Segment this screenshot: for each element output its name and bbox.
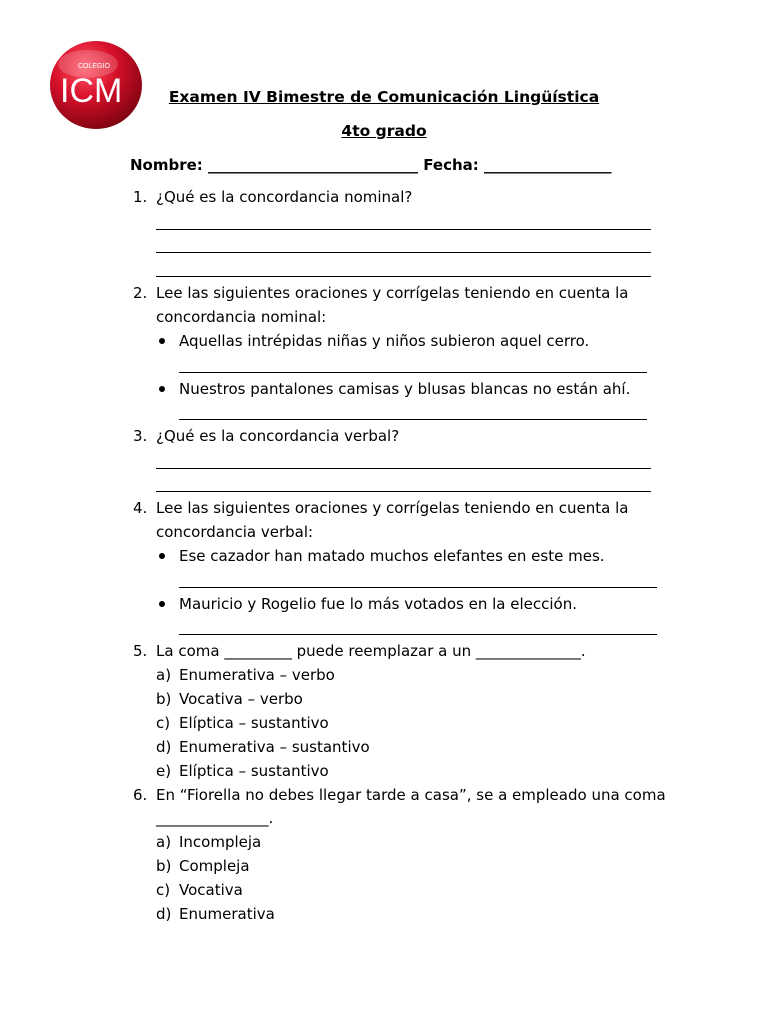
option-letter: c) xyxy=(156,714,171,732)
option-text: Vocativa – verbo xyxy=(179,690,303,708)
question-6-text-line2: _______________. xyxy=(156,809,274,827)
option-letter: e) xyxy=(156,762,172,780)
question-2-item-1: Aquellas intrépidas niñas y niños subieron aquel cerro. xyxy=(179,332,590,350)
question-6-number: 6. xyxy=(133,786,148,804)
logo-small-text: COLEGIO xyxy=(78,63,110,70)
option-text: Incompleja xyxy=(179,833,262,851)
question-2-item-2: Nuestros pantalones camisas y blusas blancas no están ahí. xyxy=(179,380,631,398)
answer-line[interactable] xyxy=(156,276,651,277)
bullet-icon xyxy=(159,601,165,607)
question-4-text-line1: Lee las siguientes oraciones y corrígelas teniendo en cuenta la xyxy=(156,499,629,517)
question-2-text-line2: concordancia nominal: xyxy=(156,308,327,326)
option-letter: b) xyxy=(156,690,172,708)
name-date-row xyxy=(130,155,612,175)
question-5-text: La coma _________ puede reemplazar a un ______________. xyxy=(156,642,586,660)
date-label: Fecha: xyxy=(423,156,479,174)
question-3-text: ¿Qué es la concordancia verbal? xyxy=(156,427,400,445)
question-2-number: 2. xyxy=(133,284,148,302)
question-1-text: ¿Qué es la concordancia nominal? xyxy=(156,188,413,206)
answer-line[interactable] xyxy=(156,468,651,469)
bullet-icon xyxy=(159,553,165,559)
answer-line[interactable] xyxy=(179,372,647,373)
exam-title: Examen IV Bimestre de Comunicación Lingüística xyxy=(168,88,600,106)
colegio-icm-logo xyxy=(48,40,144,130)
name-label: Nombre: xyxy=(130,156,203,174)
question-6-text-line1: En “Fiorella no debes llegar tarde a casa”, se a empleado una coma xyxy=(156,786,666,804)
option-text: Elíptica – sustantivo xyxy=(179,762,329,780)
answer-line[interactable] xyxy=(156,252,651,253)
option-letter: d) xyxy=(156,905,172,923)
option-letter: a) xyxy=(156,666,172,684)
question-3-number: 3. xyxy=(133,427,148,445)
question-4-text-line2: concordancia verbal: xyxy=(156,523,314,541)
answer-line[interactable] xyxy=(179,587,657,588)
option-letter: c) xyxy=(156,881,171,899)
grade-label: 4to grado xyxy=(341,122,427,140)
question-4-item-1: Ese cazador han matado muchos elefantes en este mes. xyxy=(179,547,605,565)
bullet-icon xyxy=(159,386,165,392)
option-letter: a) xyxy=(156,833,172,851)
option-text: Compleja xyxy=(179,857,250,875)
option-text: Vocativa xyxy=(179,881,243,899)
question-5-number: 5. xyxy=(133,642,148,660)
option-text: Enumerativa – sustantivo xyxy=(179,738,370,756)
date-blank[interactable]: _________________ xyxy=(484,156,612,174)
question-4-number: 4. xyxy=(133,499,148,517)
name-blank[interactable]: ____________________________ xyxy=(208,156,419,174)
question-1-number: 1. xyxy=(133,188,148,206)
option-letter: b) xyxy=(156,857,172,875)
question-4-item-2: Mauricio y Rogelio fue lo más votados en la elección. xyxy=(179,595,577,613)
answer-line[interactable] xyxy=(156,229,651,230)
option-letter: d) xyxy=(156,738,172,756)
option-text: Enumerativa xyxy=(179,905,275,923)
answer-line[interactable] xyxy=(179,419,647,420)
question-2-text-line1: Lee las siguientes oraciones y corrígelas teniendo en cuenta la xyxy=(156,284,629,302)
bullet-icon xyxy=(159,338,165,344)
answer-line[interactable] xyxy=(179,634,657,635)
option-text: Elíptica – sustantivo xyxy=(179,714,329,732)
answer-line[interactable] xyxy=(156,491,651,492)
logo-big-text: ICM xyxy=(60,72,123,110)
option-text: Enumerativa – verbo xyxy=(179,666,335,684)
